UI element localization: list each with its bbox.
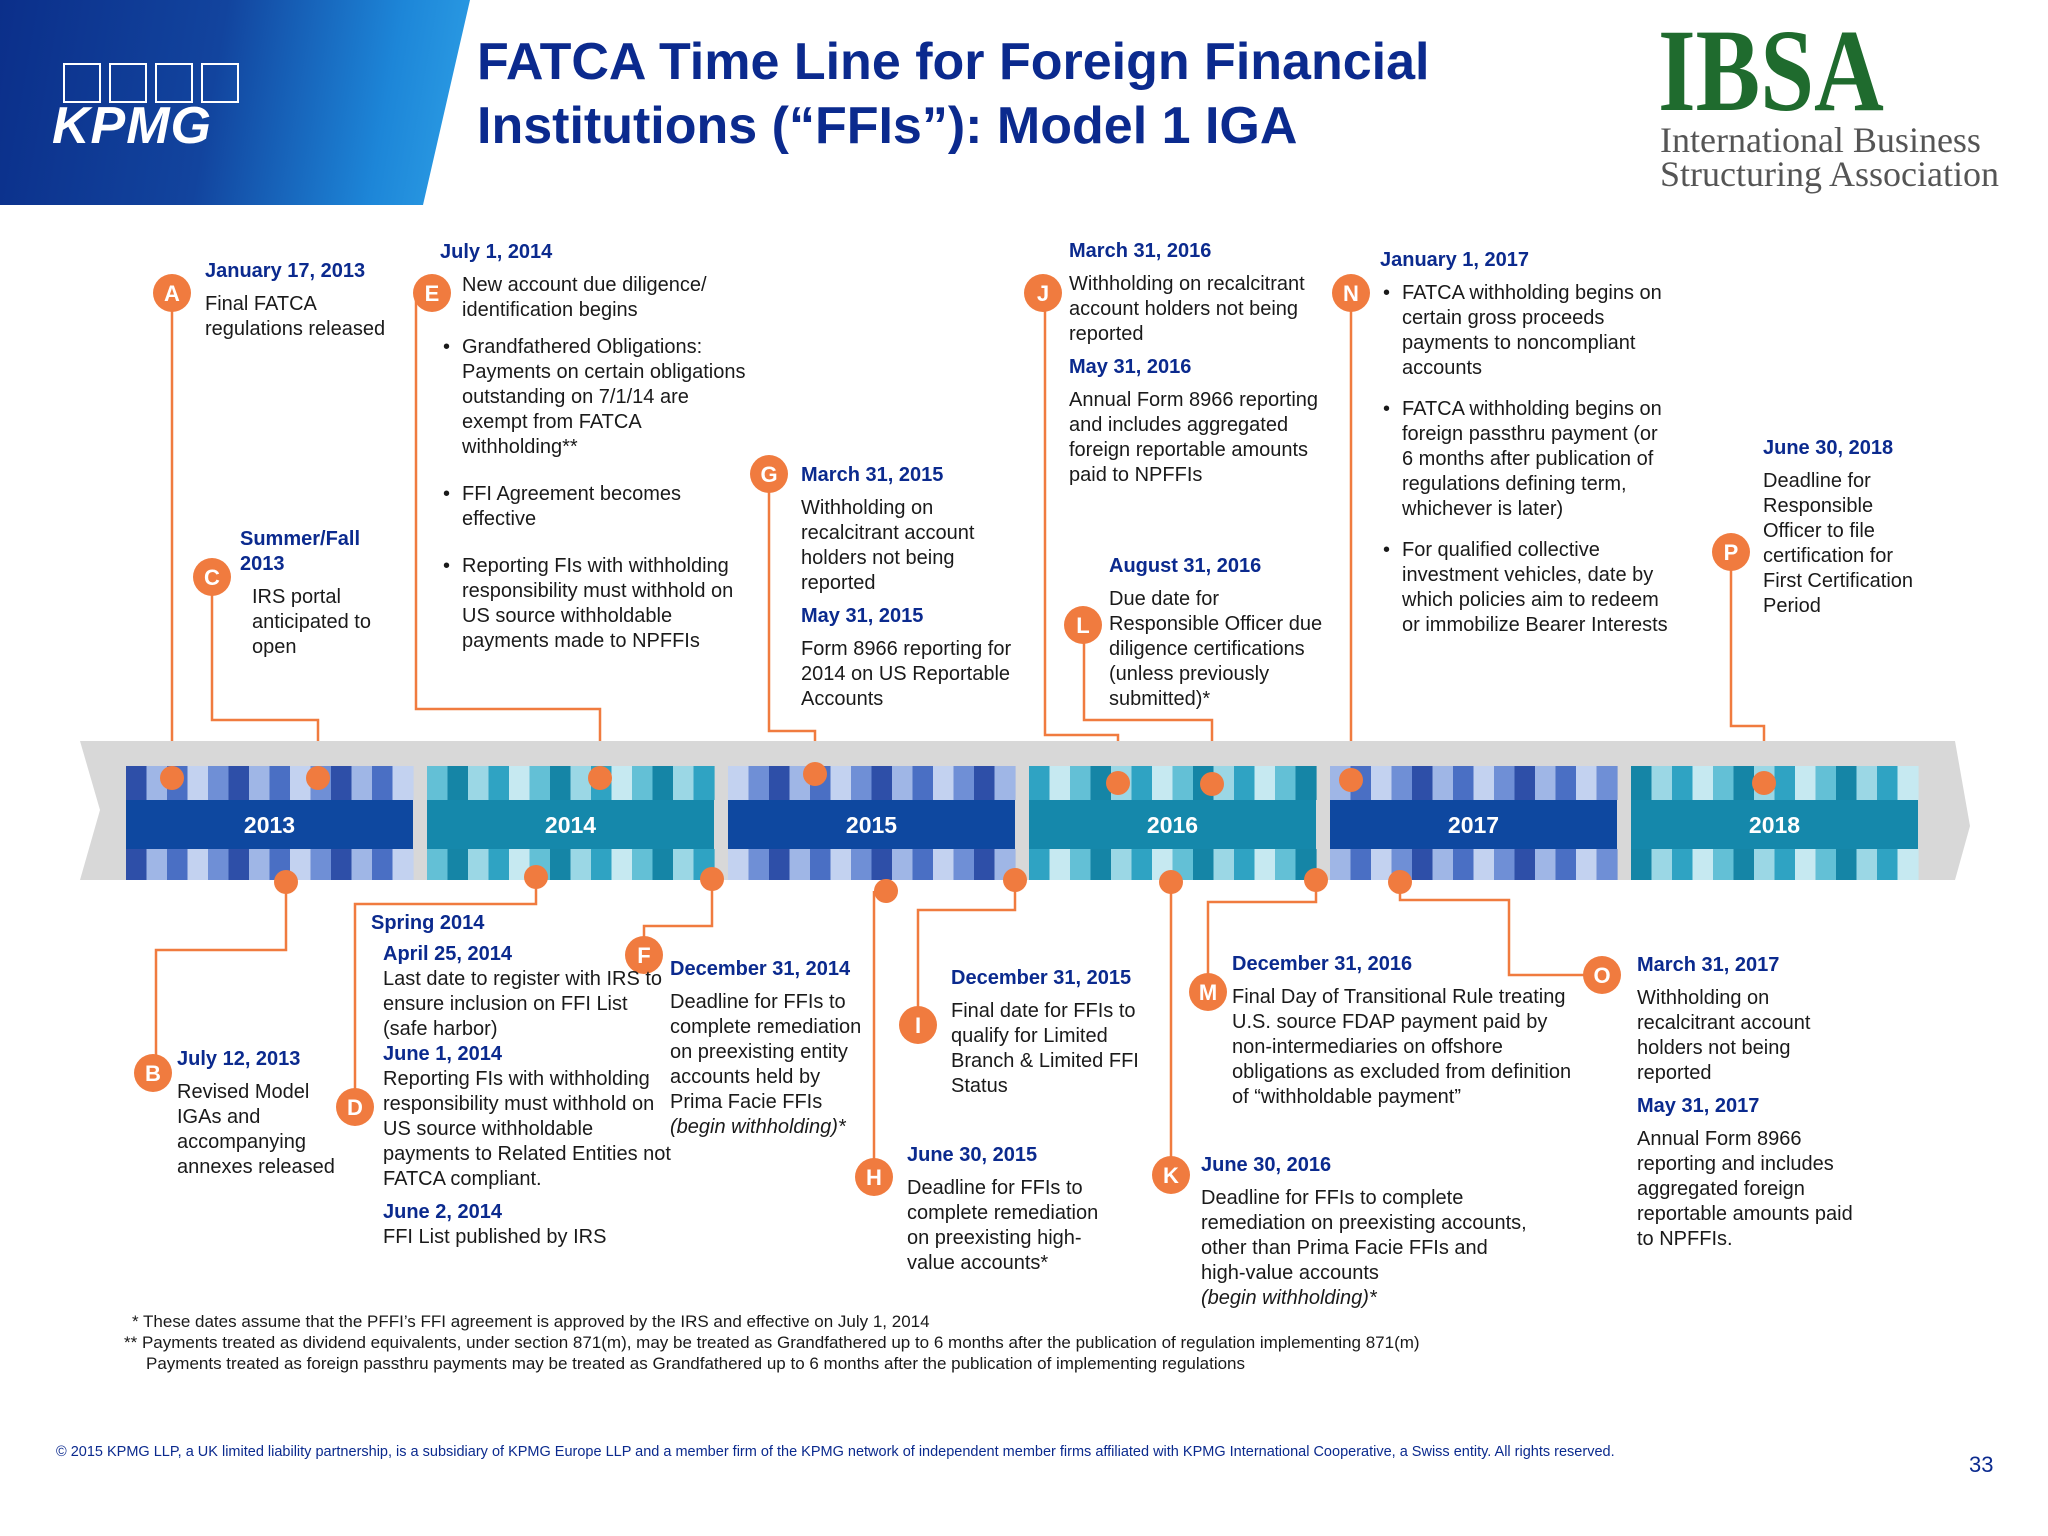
event-l-date: August 31, 2016 <box>1109 555 1262 577</box>
page-title: FATCA Time Line for Foreign Financial Institutions (“FFIs”): Model 1 IGA <box>477 33 1430 155</box>
footnote-1: * These dates assume that the PFFI’s FFI agreement is approved by the IRS and effective on July 1, 2014 <box>132 1312 930 1331</box>
event-j-text-2: Annual Form 8966 reporting and includes aggregated foreign reportable amounts paid to NPFFIs <box>1069 389 1319 486</box>
svg-text:A: A <box>164 281 180 306</box>
event-d-date-2: June 1, 2014 <box>383 1043 502 1065</box>
event-e-bullet-1: • Grandfathered Obligations: Payments on certain obligations outstanding on 7/1/14 are exempt from FATCA withholding** <box>440 335 755 460</box>
svg-text:M: M <box>1198 980 1218 1005</box>
dot-g <box>803 762 827 786</box>
event-o-date-1: March 31, 2017 <box>1637 954 1780 976</box>
dot-m <box>1304 868 1328 892</box>
marker-k <box>1152 1156 1190 1194</box>
event-g <box>801 463 1016 712</box>
event-b-date: July 12, 2013 <box>177 1048 301 1070</box>
marker-p <box>1712 533 1750 571</box>
copyright: © 2015 KPMG LLP, a UK limited liability partnership, is a subsidiary of KPMG Europe LLP and a member firm of the KPMG network of independent member firms affiliated with KPMG International Cooperative, a Swiss entity. All rights reserved. <box>56 1444 1615 1460</box>
event-h <box>907 1143 1122 1276</box>
event-j-date-1: March 31, 2016 <box>1069 240 1212 262</box>
event-h-text: Deadline for FFIs to complete remediation on preexisting high-value accounts* <box>907 1177 1099 1274</box>
dot-h <box>874 879 898 903</box>
ibsa-logo-line2: Structuring Association <box>1660 154 1999 194</box>
svg-text:N: N <box>1343 281 1359 306</box>
event-a-text: Final FATCA regulations released <box>205 293 386 340</box>
event-n-bullet-2: • FATCA withholding begins on foreign passthru payment (or 6 months after publication of regulations defining term, whichever is later) <box>1380 397 1670 522</box>
event-k-note: (begin withholding)* <box>1201 1287 1377 1309</box>
dot-f <box>700 867 724 891</box>
dot-d <box>524 865 548 889</box>
event-j <box>1069 239 1344 488</box>
event-b <box>177 1047 337 1180</box>
dot-i <box>1003 868 1027 892</box>
dot-b <box>274 870 298 894</box>
event-d-date-1: April 25, 2014 <box>383 943 512 965</box>
event-n-bullet-3: • For qualified collective investment vehicles, date by which policies aim to redeem or immobilize Bearer Interests <box>1380 538 1670 638</box>
marker-b <box>134 1054 172 1092</box>
event-a <box>205 259 405 342</box>
page-number: 33 <box>1969 1452 1994 1477</box>
dot-o <box>1388 870 1412 894</box>
year-label-2018: 2018 <box>1748 812 1801 838</box>
year-block-2015 <box>728 766 1016 880</box>
event-m-date: December 31, 2016 <box>1232 953 1413 975</box>
footnote-2: ** Payments treated as dividend equivalents, under section 871(m), may be treated as Grandfathered up to 6 months after the publication of regulation implementing 871(m) <box>124 1333 1420 1352</box>
event-k-text: Deadline for FFIs to complete remediation on preexisting accounts, other than Prima Facie FFIs and high-value accounts <box>1201 1187 1527 1284</box>
dot-a <box>160 766 184 790</box>
dot-l <box>1200 772 1224 796</box>
svg-text:J: J <box>1036 281 1050 306</box>
svg-text:I: I <box>914 1013 922 1038</box>
event-o-date-2: May 31, 2017 <box>1637 1095 1760 1117</box>
svg-text:L: L <box>1076 613 1090 638</box>
event-i <box>951 966 1161 1099</box>
event-f <box>670 957 870 1140</box>
event-k-date: June 30, 2016 <box>1201 1154 1332 1176</box>
event-f-text: Deadline for FFIs to complete remediation on preexisting entity accounts held by Prima Facie FFIs <box>670 991 862 1113</box>
event-d-text-1: Last date to register with IRS to ensure inclusion on FFI List (safe harbor) <box>383 968 663 1040</box>
event-l <box>1109 554 1334 712</box>
event-i-text: Final date for FFIs to qualify for Limited Branch & Limited FFI Status <box>951 1000 1139 1097</box>
event-p <box>1763 436 1923 619</box>
event-g-text-2: Form 8966 reporting for 2014 on US Reportable Accounts <box>801 638 1012 710</box>
svg-text:O: O <box>1593 963 1611 988</box>
dot-k <box>1159 870 1183 894</box>
svg-text:B: B <box>145 1061 161 1086</box>
event-e-text: New account due diligence/ identification begins <box>462 274 707 321</box>
event-d-text-2: Reporting FIs with withholding responsibility must withhold on US source withholdable payments to Related Entities not FATCA compliant. <box>383 1068 671 1190</box>
event-f-date: December 31, 2014 <box>670 958 851 980</box>
event-o <box>1637 953 1857 1252</box>
footnote-3: Payments treated as foreign passthru payments may be treated as Grandfathered up to 6 months after the publication of implementing regulations <box>146 1354 1246 1373</box>
svg-text:C: C <box>204 565 220 590</box>
event-c-text: IRS portal anticipated to open <box>252 586 371 658</box>
event-l-text: Due date for Responsible Officer due diligence certifications (unless previously submitted)* <box>1109 588 1323 710</box>
event-f-note: (begin withholding)* <box>670 1116 846 1138</box>
year-label-2015: 2015 <box>845 812 898 838</box>
footnotes <box>124 1311 1420 1374</box>
event-j-date-2: May 31, 2016 <box>1069 356 1192 378</box>
event-p-date: June 30, 2018 <box>1763 437 1894 459</box>
event-n-date: January 1, 2017 <box>1380 249 1529 271</box>
svg-text:P: P <box>1723 540 1739 565</box>
event-h-date: June 30, 2015 <box>907 1144 1038 1166</box>
year-label-2016: 2016 <box>1146 812 1199 838</box>
kpmg-logo: KPMG <box>52 97 212 155</box>
marker-o <box>1583 956 1621 994</box>
event-e <box>440 240 755 654</box>
year-label-2013: 2013 <box>243 812 296 838</box>
dot-p <box>1752 771 1776 795</box>
event-g-text-1: Withholding on recalcitrant account holders not being reported <box>801 497 975 594</box>
event-i-date: December 31, 2015 <box>951 967 1132 989</box>
marker-g <box>750 455 788 493</box>
marker-m <box>1189 973 1227 1011</box>
event-n-bullet-1: • FATCA withholding begins on certain gross proceeds payments to noncompliant accounts <box>1380 281 1670 381</box>
svg-text:F: F <box>637 943 651 968</box>
ibsa-logo-line1: International Business <box>1660 120 1981 160</box>
event-p-text: Deadline for Responsible Officer to file certification for First Certification Period <box>1763 470 1914 617</box>
event-m-text: Final Day of Transitional Rule treating U.S. source FDAP payment paid by non-intermediaries on offshore obligations as excluded from definition of “withholdable payment” <box>1232 986 1572 1108</box>
svg-text:D: D <box>347 1095 363 1120</box>
dot-j <box>1106 771 1130 795</box>
dot-e <box>588 766 612 790</box>
event-d <box>371 911 671 1250</box>
svg-text:H: H <box>866 1165 882 1190</box>
event-o-text-2: Annual Form 8966 reporting and includes aggregated foreign reportable amounts paid to NPFFIs. <box>1637 1128 1853 1250</box>
event-e-date: July 1, 2014 <box>440 241 553 263</box>
event-k <box>1201 1153 1536 1311</box>
svg-text:K: K <box>1163 1163 1179 1188</box>
marker-c <box>193 558 231 596</box>
year-label-2017: 2017 <box>1447 812 1500 838</box>
dot-n <box>1339 768 1363 792</box>
marker-j <box>1024 274 1062 312</box>
event-e-bullet-2: • FFI Agreement becomes effective <box>440 482 755 532</box>
event-b-text: Revised Model IGAs and accompanying annexes released <box>177 1081 335 1178</box>
event-o-text-1: Withholding on recalcitrant account holders not being reported <box>1637 987 1811 1084</box>
ibsa-logo: IBSA <box>1658 5 1884 136</box>
year-block-2016 <box>1029 766 1317 880</box>
dot-c <box>306 766 330 790</box>
year-block-2017 <box>1330 766 1618 880</box>
event-m <box>1232 952 1577 1110</box>
event-c-date: Summer/Fall 2013 <box>240 528 361 575</box>
event-j-text-1: Withholding on recalcitrant account holders not being reported <box>1069 273 1305 345</box>
event-e-bullet-3: • Reporting FIs with withholding responsibility must withhold on US source withholdable payments made to NPFFIs <box>440 554 755 654</box>
event-a-date: January 17, 2013 <box>205 260 366 282</box>
event-d-text-3: FFI List published by IRS <box>383 1226 607 1248</box>
marker-h <box>855 1158 893 1196</box>
marker-i <box>899 1006 937 1044</box>
marker-d <box>336 1088 374 1126</box>
svg-text:G: G <box>760 462 778 487</box>
marker-a <box>153 274 191 312</box>
event-d-date-3: June 2, 2014 <box>383 1201 502 1223</box>
event-d-header: Spring 2014 <box>371 912 485 934</box>
event-n <box>1380 248 1670 638</box>
event-g-date-2: May 31, 2015 <box>801 605 924 627</box>
year-label-2014: 2014 <box>544 812 597 838</box>
event-g-date-1: March 31, 2015 <box>801 464 944 486</box>
svg-text:E: E <box>424 281 440 306</box>
event-c <box>240 527 380 660</box>
year-block-2014 <box>427 766 715 880</box>
marker-l <box>1064 606 1102 644</box>
